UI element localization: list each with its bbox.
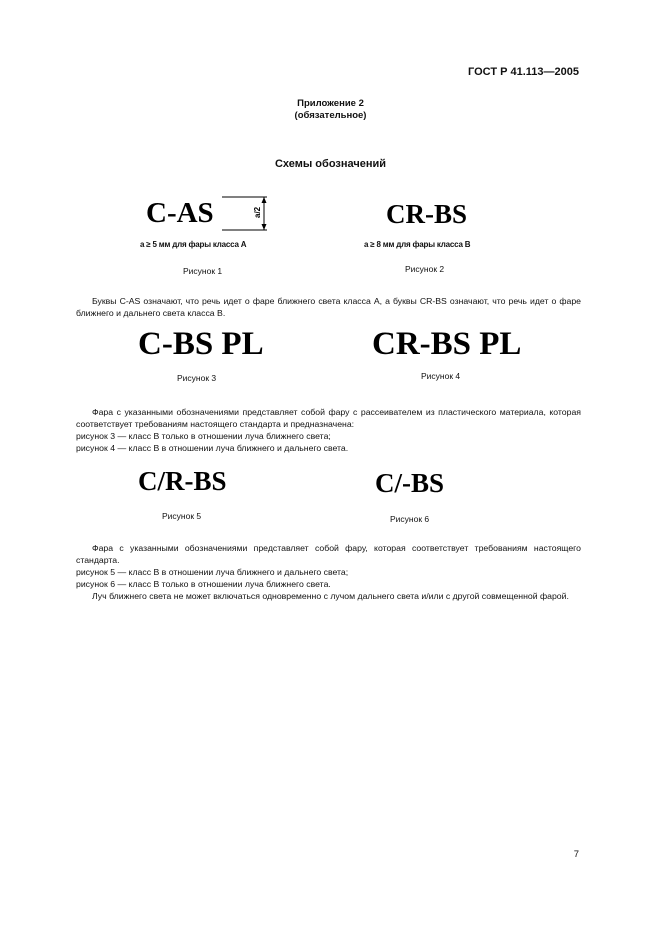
- figure-2-caption: Рисунок 2: [405, 264, 445, 274]
- figure-5-caption: Рисунок 5: [162, 511, 202, 521]
- figure-1-condition: a ≥ 5 мм для фары класса А: [140, 240, 247, 249]
- paragraph-1-text: Буквы C-AS означают, что речь идет о фаре ближнего света класса А, а буквы CR-BS означают, что речь идет о фаре ближнего и дальнего света класса В.: [76, 296, 581, 318]
- standard-number: ГОСТ Р 41.113—2005: [468, 66, 579, 78]
- dimension-arrow-down: [262, 224, 267, 230]
- annex-heading: [0, 98, 661, 122]
- dimension-arrow-up: [262, 197, 267, 203]
- paragraph-3-item-1: рисунок 5 — класс В в отношении луча ближнего и дальнего света;: [76, 567, 349, 577]
- mark-c-slash-bs: C/-BS: [375, 468, 445, 498]
- mark-c-r-bs: C/R-BS: [138, 466, 227, 496]
- page-number: 7: [573, 849, 579, 860]
- mark-c-as: C-AS: [146, 197, 214, 229]
- mark-cr-bs: CR-BS: [386, 199, 468, 229]
- section-title: Схемы обозначений: [274, 158, 387, 170]
- figure-4-caption: Рисунок 4: [421, 371, 461, 381]
- figure-2-condition: a ≥ 8 мм для фары класса В: [364, 240, 471, 249]
- dimension-diagram: [220, 195, 272, 233]
- figure-1-caption: Рисунок 1: [183, 266, 223, 276]
- paragraph-3-text: Фара с указанными обозначениями представляет собой фару, которая соответствует требованиям настоящего стандарта.: [76, 543, 581, 565]
- annex-title: Приложение 2: [297, 98, 364, 109]
- mark-c-bs-pl: C-BS PL: [138, 326, 264, 362]
- paragraph-2-item-1: рисунок 3 — класс В только в отношении луча ближнего света;: [76, 431, 331, 441]
- paragraph-1: [76, 295, 581, 319]
- paragraph-2: [76, 406, 581, 454]
- paragraph-4-text: Луч ближнего света не может включаться одновременно с лучом дальнего света и/или с другой совмещенной фарой.: [92, 591, 569, 601]
- figure-3-caption: Рисунок 3: [177, 373, 217, 383]
- figure-6-caption: Рисунок 6: [390, 514, 430, 524]
- paragraph-2-item-2: рисунок 4 — класс В в отношении луча ближнего и дальнего света.: [76, 443, 349, 453]
- mark-cr-bs-pl: CR-BS PL: [372, 326, 522, 362]
- paragraph-2-text: Фара с указанными обозначениями представляет собой фару с рассеивателем из пластического материала, которая соответствует требованиям настоящего стандарта и предназначена:: [76, 407, 581, 429]
- paragraph-3: [76, 542, 581, 602]
- dimension-label: a/2: [253, 206, 262, 218]
- annex-status: (обязательное): [294, 110, 367, 121]
- paragraph-3-item-2: рисунок 6 — класс В только в отношении луча ближнего света.: [76, 579, 331, 589]
